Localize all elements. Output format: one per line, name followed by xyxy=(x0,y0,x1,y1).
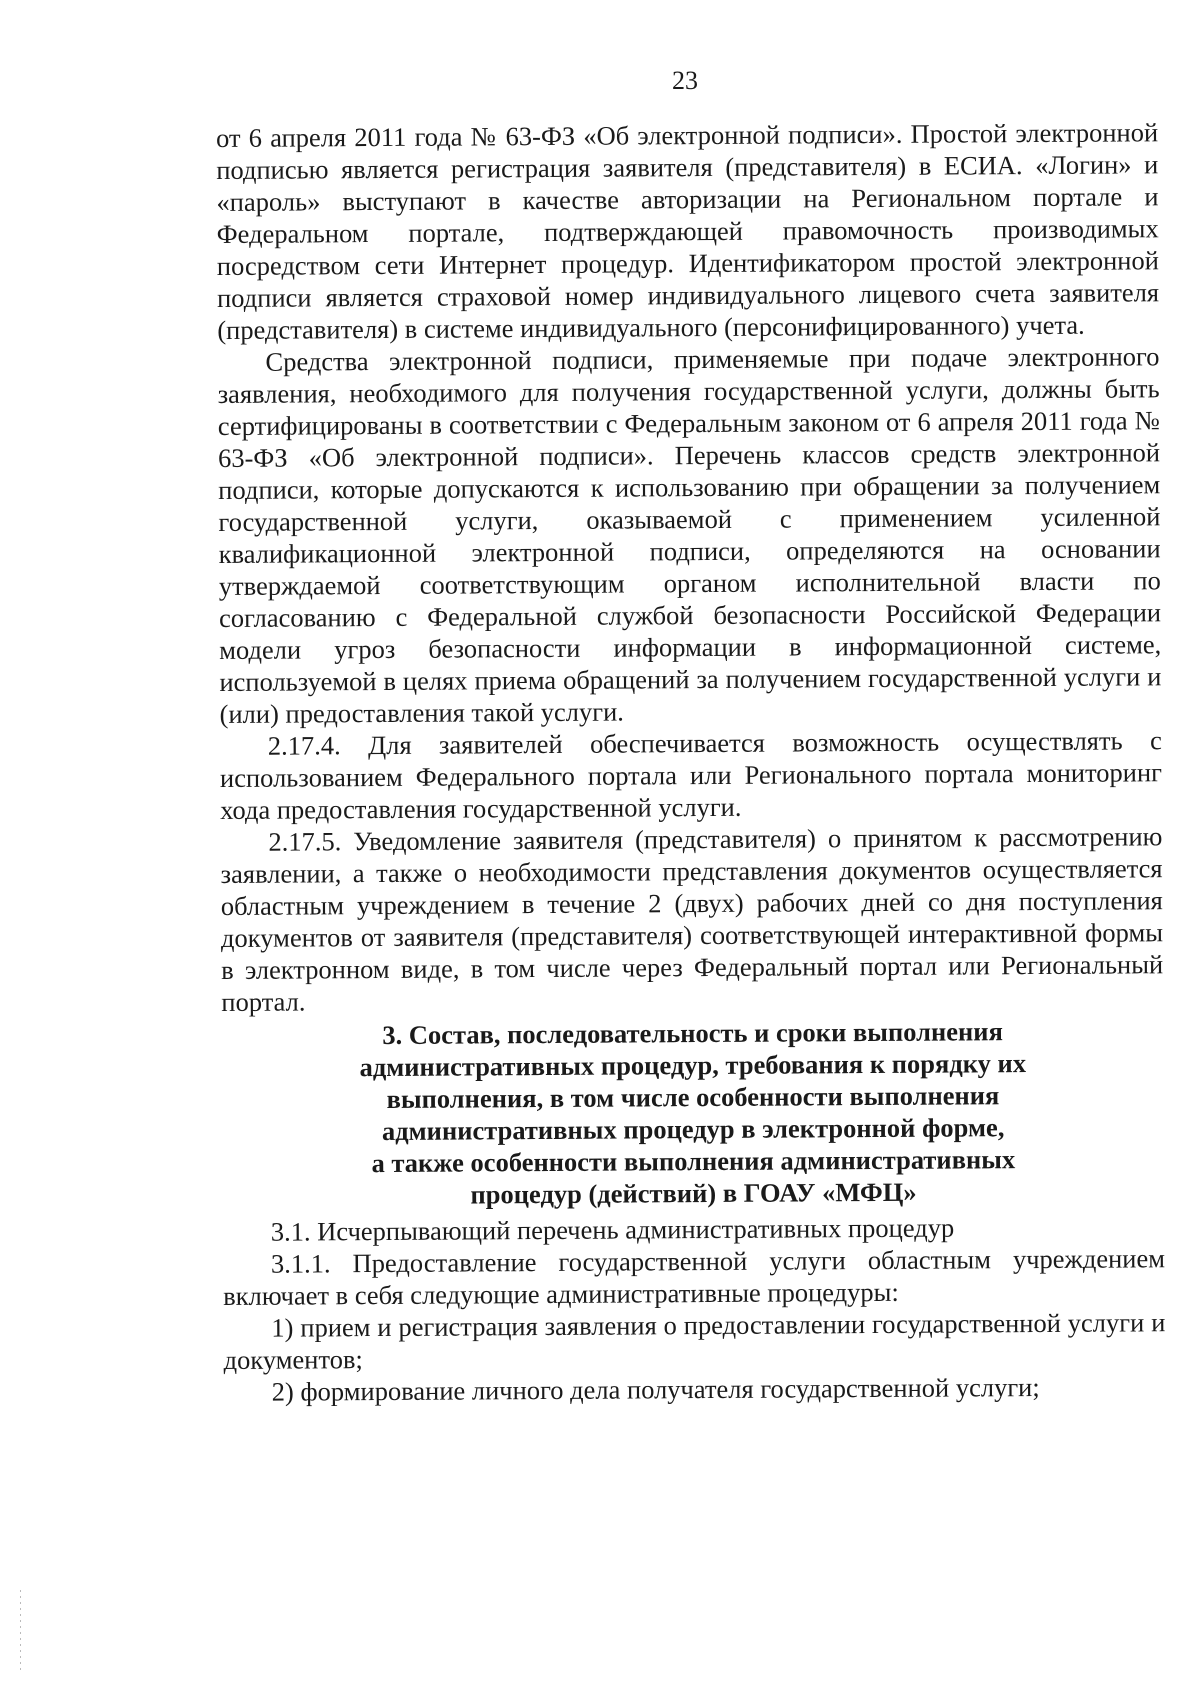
heading-line: административных процедур, требования к порядку их xyxy=(359,1048,1027,1083)
heading-line: процедур (действий) в ГОАУ «МФЦ» xyxy=(470,1176,917,1210)
paragraph-electronic-signature: от 6 апреля 2011 года № 63-ФЗ «Об электронной подписи». Простой электронной подписью является регистрация заявителя (представителя) в ЕСИА. «Логин» и «пароль» выступают в качестве авторизации на Региональном портале и Федеральном портале, подтверждающей правомочность производимых посредством сети Интернет процедур. Идентификатором простой электронной подписи является страховой номер индивидуального лицевого счета заявителя (представителя) в системе индивидуального (персонифицированного) учета. xyxy=(216,117,1160,345)
scan-artifact xyxy=(20,1590,21,1670)
heading-line: а также особенности выполнения административных xyxy=(371,1144,1016,1179)
list-item-1: 1) прием и регистрация заявления о предоставлении государственной услуги и документов; xyxy=(223,1307,1166,1375)
heading-line: 3. Состав, последовательность и сроки выполнения xyxy=(382,1016,1003,1051)
document-body xyxy=(216,116,1166,1408)
paragraph-signature-tools: Средства электронной подписи, применяемые при подаче электронного заявления, необходимого для получения государственной услуги, должны быть сертифицированы в соответствии с Федеральным законом от 6 апреля 2011 года № 63-ФЗ «Об электронной подписи». Перечень классов средств электронной подписи, которые допускаются к использованию при обращении за получением государственной услуги, оказываемой с применением усиленной квалификационной электронной подписи, определяются на основании утверждаемой соответствующим органом исполнительной власти по согласованию с Федеральной службой безопасности Российской Федерации модели угроз безопасности информации в информационной системе, используемой в целях приема обращений за получением государственной услуги и (или) предоставления такой услуги. xyxy=(217,341,1162,729)
heading-line: административных процедур в электронной форме, xyxy=(381,1112,1005,1147)
list-item-2: 2) формирование личного дела получателя государственной услуги; xyxy=(271,1371,1040,1407)
paragraph-3-1: 3.1. Исчерпывающий перечень административных процедур xyxy=(270,1212,955,1247)
page-number: 23 xyxy=(672,66,698,95)
section-3-heading xyxy=(221,1014,1164,1212)
heading-line: выполнения, в том числе особенности выполнения xyxy=(386,1080,1000,1114)
paragraph-2-17-5: 2.17.5. Уведомление заявителя (представителя) о принятом к рассмотрению заявлении, а также о необходимости представления документов осуществляется областным учреждением в течение 2 (двух) рабочих дней со дня поступления документов от заявителя (представителя) соответствующей интерактивной формы в электронном виде, в том числе через Федеральный портал или Региональный портал. xyxy=(220,821,1164,1017)
paragraph-3-1-1: 3.1.1. Предоставление государственной услуги областным учреждением включает в себя следующие административные процедуры: xyxy=(223,1243,1166,1311)
paragraph-2-17-4: 2.17.4. Для заявителей обеспечивается возможность осуществлять с использованием Федерального портала или Регионального портала мониторинг хода предоставления государственной услуги. xyxy=(219,725,1163,825)
